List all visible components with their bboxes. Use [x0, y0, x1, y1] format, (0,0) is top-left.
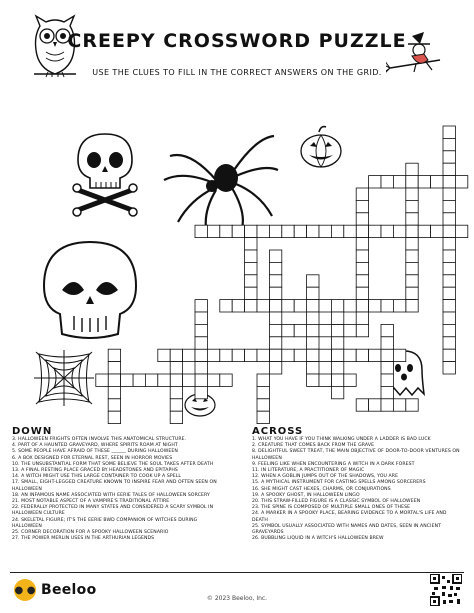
grid-cell[interactable] [369, 300, 381, 312]
grid-cell[interactable] [356, 300, 368, 312]
grid-cell[interactable] [443, 213, 455, 225]
grid-cell[interactable] [356, 349, 368, 361]
grid-cell[interactable] [381, 324, 393, 336]
grid-cell[interactable] [443, 176, 455, 188]
grid-cell[interactable] [108, 399, 120, 411]
grid-cell[interactable] [319, 349, 331, 361]
grid-cell[interactable] [331, 225, 343, 237]
grid-cell[interactable] [319, 374, 331, 386]
grid-cell[interactable] [443, 188, 455, 200]
grid-cell[interactable] [282, 324, 294, 336]
grid-cell[interactable] [307, 275, 319, 287]
grid-cell[interactable] [344, 324, 356, 336]
down-clue: 4. PART OF A HAUNTED GRAVEYARD, WHERE SPIRITS ROAM AT NIGHT [12, 443, 178, 449]
down-clue: 5. SOME PEOPLE HAVE AFRAID OF THESE ______ DURING HALLOWEEN [12, 449, 178, 455]
grid-cell[interactable] [443, 275, 455, 287]
puzzle-title: CREEPY CROSSWORD PUZZLE [67, 30, 407, 52]
down-clue: 22. FEDERALLY PROTECTED IN MANY STATES AND CONSIDERED A SCARY SYMBOL IN HALLOWEEN CULTURE [12, 505, 214, 517]
grid-cell[interactable] [406, 163, 418, 175]
grid-cell[interactable] [257, 349, 269, 361]
grid-cell[interactable] [443, 349, 455, 361]
grid-cell[interactable] [344, 374, 356, 386]
grid-cell[interactable] [294, 300, 306, 312]
grid-cell[interactable] [133, 374, 145, 386]
grid-cell[interactable] [121, 374, 133, 386]
down-clues [12, 437, 224, 542]
grid-cell[interactable] [443, 225, 455, 237]
grid-cell[interactable] [245, 287, 257, 299]
across-clue: 11. IN LITERATURE, A PRACTITIONER OF MAGIC [252, 468, 365, 474]
grid-cell[interactable] [307, 324, 319, 336]
grid-cell[interactable] [195, 300, 207, 312]
grid-cell[interactable] [294, 349, 306, 361]
grid-cell[interactable] [195, 374, 207, 386]
grid-cell[interactable] [406, 300, 418, 312]
grid-cell[interactable] [307, 362, 319, 374]
grid-cell[interactable] [369, 176, 381, 188]
grid-cell[interactable] [158, 349, 170, 361]
grid-cell[interactable] [406, 213, 418, 225]
grid-cell[interactable] [220, 374, 232, 386]
grid-cell[interactable] [443, 337, 455, 349]
ghost-icon [382, 348, 428, 398]
grid-cell[interactable] [257, 386, 269, 398]
grid-cell[interactable] [195, 312, 207, 324]
grid-cell[interactable] [220, 349, 232, 361]
grid-cell[interactable] [406, 275, 418, 287]
down-clue: 27. THE POWER MERLIN USES IN THE ARTHURIAN LEGENDS [12, 536, 155, 542]
grid-cell[interactable] [294, 225, 306, 237]
grid-cell[interactable] [406, 200, 418, 212]
grid-cell[interactable] [356, 312, 368, 324]
grid-cell[interactable] [269, 362, 281, 374]
pumpkin-icon [297, 124, 345, 170]
grid-cell[interactable] [356, 188, 368, 200]
across-clue: 20. THIS STRAW-FILLED FIGURE IS A CLASSIC SYMBOL OF HALLOWEEN [252, 499, 421, 505]
grid-cell[interactable] [356, 213, 368, 225]
grid-cell[interactable] [331, 300, 343, 312]
spider-icon [160, 130, 280, 230]
down-clue: 25. CORNER DECORATION FOR A SPOOKY HALLOWEEN SCENARIO [12, 530, 169, 536]
across-clue: 23. THE SPINE IS COMPOSED OF MULTIPLE SMALL ONES OF THESE [252, 505, 411, 511]
grid-cell[interactable] [369, 349, 381, 361]
grid-cell[interactable] [406, 250, 418, 262]
grid-cell[interactable] [282, 225, 294, 237]
grid-cell[interactable] [170, 386, 182, 398]
grid-cell[interactable] [96, 374, 108, 386]
grid-cell[interactable] [269, 262, 281, 274]
grid-cell[interactable] [331, 374, 343, 386]
grid-cell[interactable] [195, 349, 207, 361]
grid-cell[interactable] [307, 312, 319, 324]
down-clue: 24. SKELETAL FIGURE; IT'S THE EERIE BWD COMPANION OF WITCHES DURING HALLOWEEN [12, 517, 198, 529]
qr-code-icon [430, 574, 462, 606]
across-clue: 2. CREATURE THAT COMES BACK FROM THE GRAVE [252, 443, 375, 449]
grid-cell[interactable] [307, 300, 319, 312]
grid-cell[interactable] [455, 225, 467, 237]
grid-cell[interactable] [406, 188, 418, 200]
grid-cell[interactable] [418, 225, 430, 237]
grid-cell[interactable] [294, 324, 306, 336]
grid-cell[interactable] [443, 262, 455, 274]
grid-cell[interactable] [158, 374, 170, 386]
grid-cell[interactable] [381, 225, 393, 237]
across-clue: 24. A MARKER IN A SPOOKY PLACE, BEARING EVIDENCE TO A MORTAL'S LIFE AND DEATH [252, 511, 447, 523]
grid-cell[interactable] [406, 225, 418, 237]
grid-cell[interactable] [319, 300, 331, 312]
across-clue: 8. DELIGHTFUL SWEET TREAT, THE MAIN OBJECTIVE OF DOOR-TO-DOOR VENTURES ON HALLOWEEN [252, 449, 460, 461]
across-clue: 15. A MYTHICAL INSTRUMENT FOR CASTING SPELLS AMONG SORCERERS [252, 480, 426, 486]
grid-cell[interactable] [356, 225, 368, 237]
owl-icon [30, 14, 80, 80]
grid-cell[interactable] [443, 287, 455, 299]
grid-cell[interactable] [207, 374, 219, 386]
grid-cell[interactable] [170, 349, 182, 361]
grid-cell[interactable] [269, 287, 281, 299]
grid-cell[interactable] [319, 324, 331, 336]
grid-cell[interactable] [207, 349, 219, 361]
across-heading: ACROSS [252, 426, 304, 437]
grid-cell[interactable] [269, 324, 281, 336]
grid-cell[interactable] [257, 300, 269, 312]
grid-cell[interactable] [245, 349, 257, 361]
grid-cell[interactable] [431, 176, 443, 188]
grid-cell[interactable] [307, 287, 319, 299]
grid-cell[interactable] [393, 176, 405, 188]
skull-icon [36, 238, 144, 340]
grid-cell[interactable] [232, 349, 244, 361]
across-clues [252, 437, 464, 542]
logo-text: Beeloo [41, 582, 97, 598]
across-clue: 16. SHE MIGHT CAST HEXES, CHARMS, OR CONJURATIONS [252, 486, 391, 492]
grid-cell[interactable] [443, 163, 455, 175]
copyright: © 2023 Beeloo, Inc. [206, 595, 268, 602]
across-clue: 1. WHAT YOU HAVE IF YOU THINK WALKING UNDER A LADDER IS BAD LUCK [252, 437, 431, 442]
grid-cell[interactable] [431, 225, 443, 237]
down-clue: 18. AN INFAMOUS NAME ASSOCIATED WITH EERIE TALES OF HALLOWEEN SORCERY [12, 492, 210, 498]
footer-divider [10, 572, 464, 573]
grid-cell[interactable] [393, 300, 405, 312]
grid-cell[interactable] [108, 362, 120, 374]
grid-cell[interactable] [443, 324, 455, 336]
cobweb-icon [34, 350, 94, 406]
witch-on-broom-icon [386, 30, 444, 82]
down-heading: DOWN [12, 426, 53, 437]
down-clue: 17. SMALL, EIGHT-LEGGED CREATURE KNOWN TO INSPIRE FEAR AND OFTEN SEEN ON HALLOWEEN [12, 480, 217, 492]
grid-cell[interactable] [108, 374, 120, 386]
grid-cell[interactable] [195, 324, 207, 336]
grid-cell[interactable] [245, 238, 257, 250]
grid-cell[interactable] [443, 312, 455, 324]
grid-cell[interactable] [369, 399, 381, 411]
grid-cell[interactable] [331, 324, 343, 336]
grid-cell[interactable] [170, 399, 182, 411]
grid-cell[interactable] [245, 300, 257, 312]
grid-cell[interactable] [282, 300, 294, 312]
grid-cell[interactable] [245, 275, 257, 287]
grid-cell[interactable] [331, 362, 343, 374]
grid-cell[interactable] [232, 300, 244, 312]
grid-cell[interactable] [381, 176, 393, 188]
grid-cell[interactable] [356, 250, 368, 262]
grid-cell[interactable] [170, 411, 182, 423]
grid-cell[interactable] [108, 386, 120, 398]
grid-cell[interactable] [269, 312, 281, 324]
grid-cell[interactable] [356, 262, 368, 274]
grid-cell[interactable] [269, 300, 281, 312]
across-clue: 19. A SPOOKY GHOST, IN HALLOWEEN LINGO [252, 492, 360, 498]
grid-cell[interactable] [245, 262, 257, 274]
grid-cell[interactable] [257, 399, 269, 411]
across-clue: 9. FEELING LIKE WHEN ENCOUNTERING A WITCH IN A DARK FOREST [252, 461, 415, 467]
grid-cell[interactable] [406, 287, 418, 299]
grid-cell[interactable] [145, 374, 157, 386]
grid-cell[interactable] [307, 225, 319, 237]
bee-icon: ● ● [14, 579, 36, 601]
grid-cell[interactable] [307, 349, 319, 361]
grid-cell[interactable] [307, 374, 319, 386]
grid-cell[interactable] [381, 399, 393, 411]
grid-cell[interactable] [443, 300, 455, 312]
grid-cell[interactable] [443, 238, 455, 250]
grid-cell[interactable] [356, 324, 368, 336]
grid-cell[interactable] [443, 250, 455, 262]
grid-cell[interactable] [257, 374, 269, 386]
grid-cell[interactable] [393, 225, 405, 237]
grid-cell[interactable] [245, 250, 257, 262]
grid-cell[interactable] [418, 176, 430, 188]
grid-cell[interactable] [356, 275, 368, 287]
grid-cell[interactable] [108, 411, 120, 423]
grid-cell[interactable] [443, 126, 455, 138]
grid-cell[interactable] [443, 151, 455, 163]
grid-cell[interactable] [406, 399, 418, 411]
grid-cell[interactable] [195, 362, 207, 374]
grid-cell[interactable] [356, 287, 368, 299]
grid-cell[interactable] [307, 337, 319, 349]
grid-cell[interactable] [183, 349, 195, 361]
grid-cell[interactable] [406, 238, 418, 250]
grid-cell[interactable] [170, 362, 182, 374]
grid-cell[interactable] [393, 399, 405, 411]
grid-cell[interactable] [331, 349, 343, 361]
grid-cell[interactable] [195, 337, 207, 349]
grid-cell[interactable] [319, 225, 331, 237]
grid-cell[interactable] [331, 337, 343, 349]
grid-cell[interactable] [356, 200, 368, 212]
grid-cell[interactable] [455, 176, 467, 188]
grid-cell[interactable] [443, 138, 455, 150]
across-clue: 26. BUBBLING LIQUID IN A WITCH'S HALLOWEEN BREW [252, 536, 384, 542]
grid-cell[interactable] [443, 200, 455, 212]
grid-cell[interactable] [356, 399, 368, 411]
grid-cell[interactable] [108, 349, 120, 361]
grid-cell[interactable] [257, 411, 269, 423]
down-clue: 3. HALLOWEEN FRIGHTS OFTEN INVOLVE THIS ANATOMICAL STRUCTURE. [12, 437, 187, 442]
grid-cell[interactable] [344, 225, 356, 237]
grid-cell[interactable] [344, 349, 356, 361]
down-clue: 10. THE UNSUBSTANTIAL FORM THAT SOME BELIEVE THE SOUL TAKES AFTER DEATH [12, 461, 214, 467]
across-clue: 25. SYMBOL USUALLY ASSOCIATED WITH NAMES AND DATES, SEEN IN ANCIENT GRAVEYARDS [252, 523, 442, 536]
down-clue: 21. MOST NOTABLE ASPECT OF A VAMPIRE'S TRADITIONAL ATTIRE [12, 499, 170, 505]
grid-cell[interactable] [369, 225, 381, 237]
grid-cell[interactable] [183, 374, 195, 386]
instructions: USE THE CLUES TO FILL IN THE CORRECT ANSWERS ON THE GRID. [92, 68, 382, 77]
grid-cell[interactable] [356, 238, 368, 250]
grid-cell[interactable] [220, 300, 232, 312]
grid-cell[interactable] [331, 312, 343, 324]
down-clue: 13. A FINAL RESTING PLACE GRACED BY HEADSTONES AND EPITAPHS [12, 468, 178, 474]
grid-cell[interactable] [170, 374, 182, 386]
grid-cell[interactable] [269, 349, 281, 361]
grid-cell[interactable] [344, 300, 356, 312]
grid-cell[interactable] [269, 337, 281, 349]
small-pumpkin-icon [182, 386, 218, 418]
across-clue: 12. WHEN A GOBLIN JUMPS OUT OF THE SHADOWS, YOU ARE [252, 474, 399, 480]
down-clue: 14. A WITCH MIGHT USE THIS LARGE CONTAINER TO COOK UP A SPELL [12, 474, 182, 480]
grid-cell[interactable] [406, 176, 418, 188]
grid-cell[interactable] [406, 262, 418, 274]
grid-cell[interactable] [269, 250, 281, 262]
grid-cell[interactable] [269, 275, 281, 287]
down-clue: 6. A BOX DESIGNED FOR ETERNAL REST, SEEN IN HORROR MOVIES [12, 455, 173, 461]
grid-cell[interactable] [381, 300, 393, 312]
grid-cell[interactable] [331, 386, 343, 398]
grid-cell[interactable] [282, 349, 294, 361]
grid-cell[interactable] [443, 362, 455, 374]
skull-crossbones-icon [68, 130, 142, 226]
